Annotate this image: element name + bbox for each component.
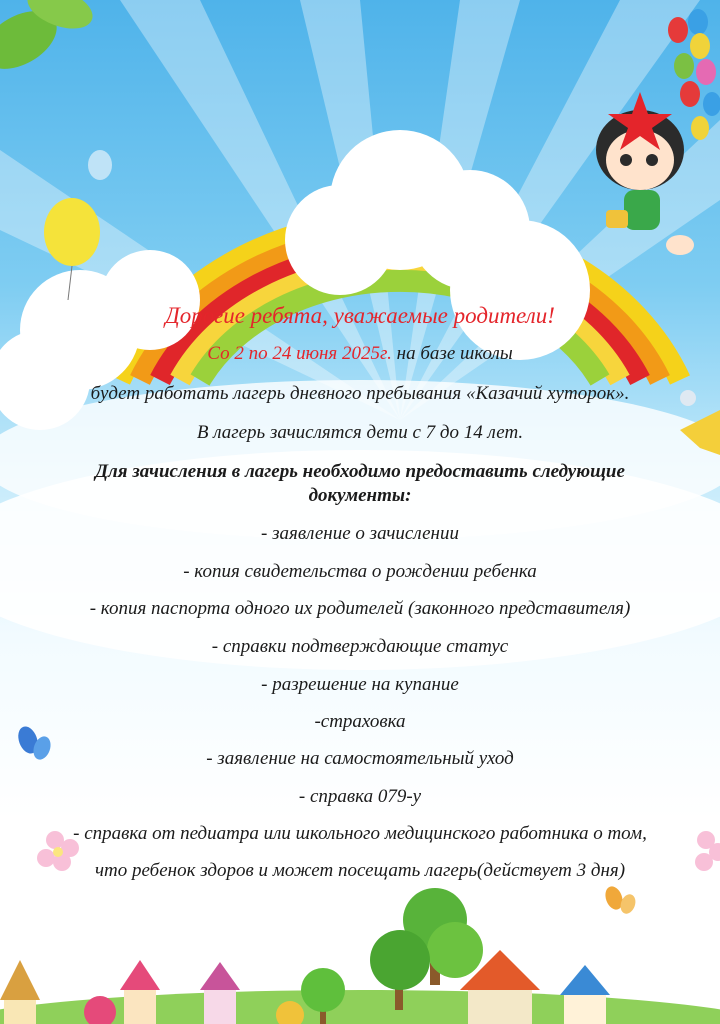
camp-location: на базе школы bbox=[391, 343, 513, 364]
document-item: - копия свидетельства о рождении ребенка bbox=[183, 561, 537, 582]
camp-name-line: будет работать лагерь дневного пребывания «Казачий хуторок». bbox=[90, 383, 630, 404]
document-item: - заявление на самостоятельный уход bbox=[206, 748, 514, 769]
document-item-last-line-2: что ребенок здоров и может посещать лагерь(действует 3 дня) bbox=[94, 860, 626, 881]
document-item: - разрешение на купание bbox=[261, 674, 459, 695]
document-item: - копия паспорта одного их родителей (законного представителя) bbox=[89, 598, 631, 619]
document-item: - справка 079-у bbox=[298, 786, 422, 807]
document-item: - справки подтверждающие статус bbox=[211, 636, 509, 657]
documents-heading-line-1: Для зачисления в лагерь необходимо предоставить следующие bbox=[95, 461, 625, 482]
document-item-last-line-1: - справка от педиатра или школьного медицинского работника о том, bbox=[73, 823, 647, 844]
camp-dates: Со 2 по 24 июня 2025г. bbox=[207, 343, 392, 364]
camp-dates-line bbox=[0, 343, 720, 365]
document-item: -страховка bbox=[314, 711, 406, 732]
age-line: В лагерь зачислятся дети с 7 до 14 лет. bbox=[196, 422, 524, 443]
document-item: - заявление о зачислении bbox=[261, 523, 459, 544]
greeting-title: Дорогие ребята, уважаемые родители! bbox=[165, 303, 555, 328]
documents-heading-line-2: документы: bbox=[308, 485, 412, 506]
